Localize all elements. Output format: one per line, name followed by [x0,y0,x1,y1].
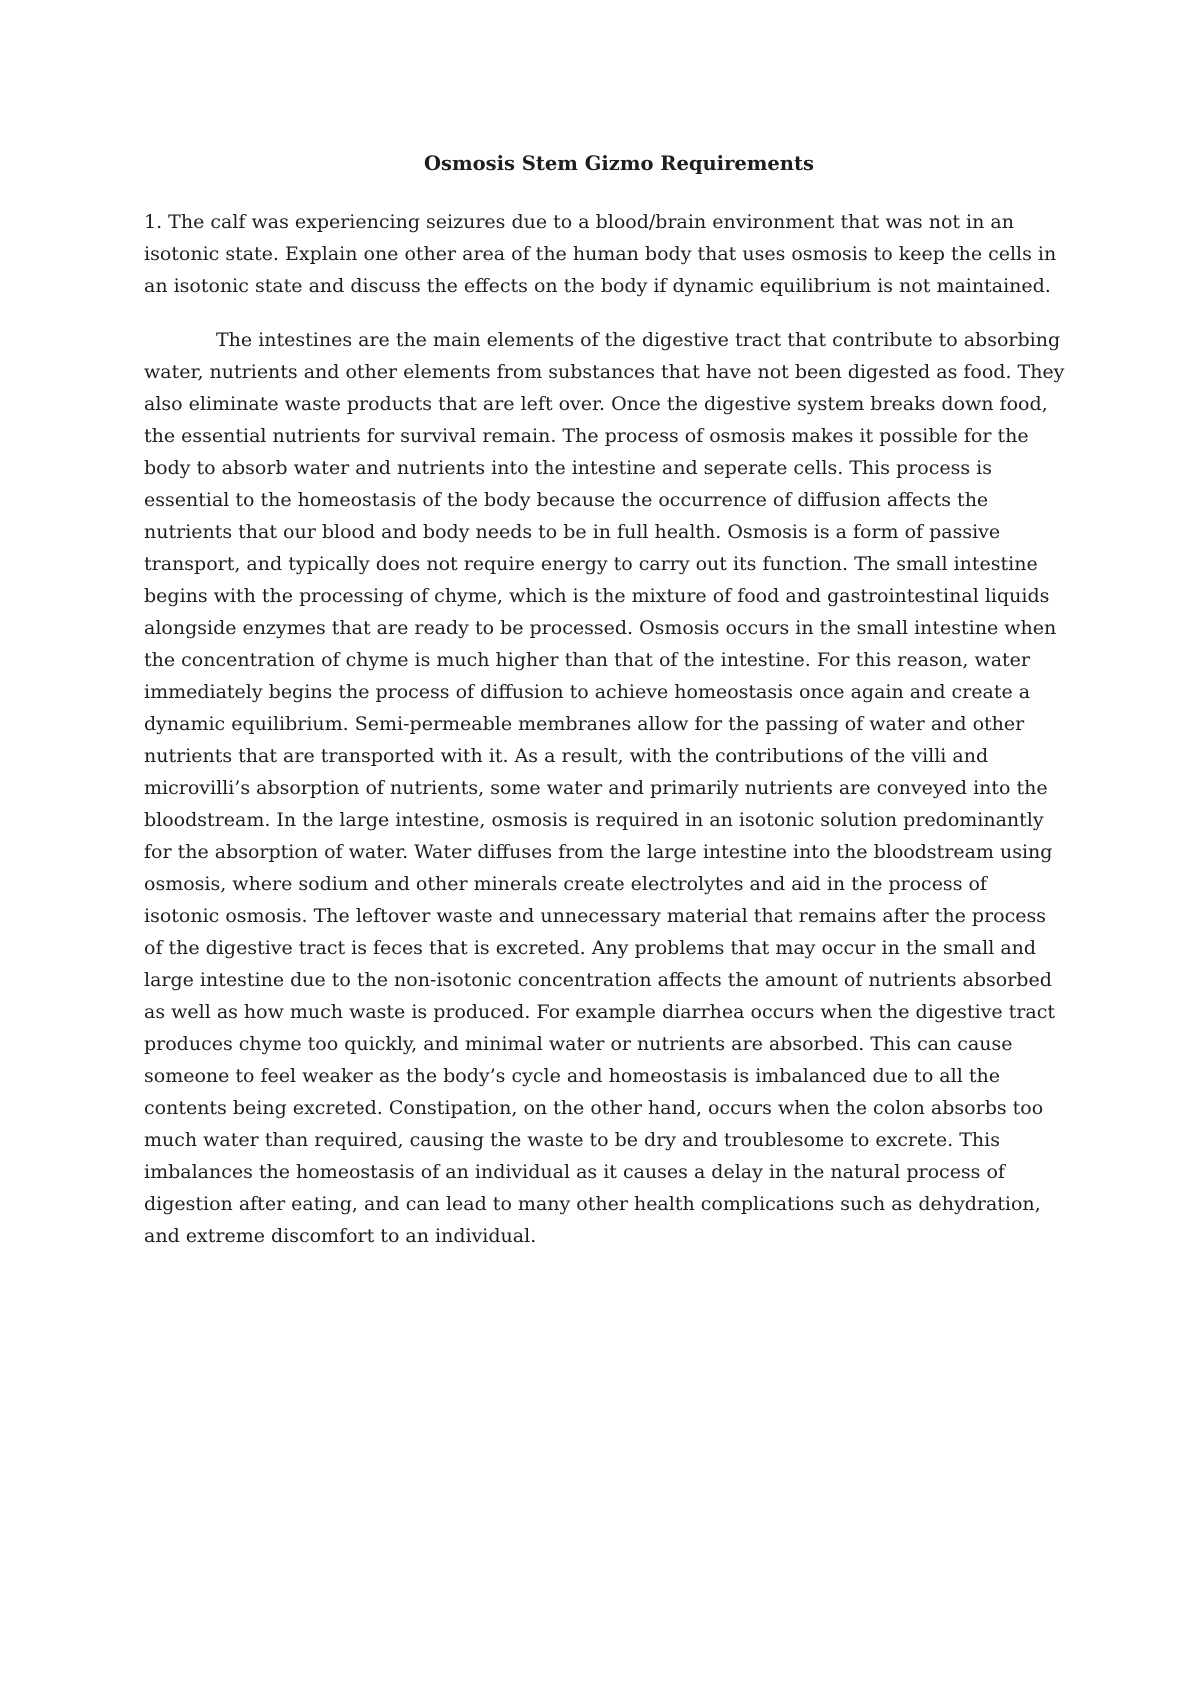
answer-line: body to absorb water and nutrients into the intestine and seperate cells. This process is [144,457,992,479]
answer-line: large intestine due to the non-isotonic concentration affects the amount of nutrients absorbed [144,969,1052,991]
document-title: Osmosis Stem Gizmo Requirements [424,152,814,175]
answer-line: begins with the processing of chyme, which is the mixture of food and gastrointestinal liquids [144,585,1050,607]
answer-line: the essential nutrients for survival remain. The process of osmosis makes it possible for the [144,425,1029,447]
answer-line: the concentration of chyme is much higher than that of the intestine. For this reason, water [144,649,1030,671]
question-line: an isotonic state and discuss the effects on the body if dynamic equilibrium is not maintained. [144,275,1051,297]
answer-line: digestion after eating, and can lead to many other health complications such as dehydration, [144,1193,1041,1215]
answer-line: as well as how much waste is produced. For example diarrhea occurs when the digestive tract [144,1001,1055,1023]
question-line: 1. The calf was experiencing seizures due to a blood/brain environment that was not in an [144,211,1014,233]
answer-line: water, nutrients and other elements from substances that have not been digested as food. They [144,361,1065,383]
answer-line: for the absorption of water. Water diffuses from the large intestine into the bloodstream using [144,841,1053,863]
answer-line: produces chyme too quickly, and minimal water or nutrients are absorbed. This can cause [144,1033,1013,1055]
answer-line: dynamic equilibrium. Semi-permeable membranes allow for the passing of water and other [144,713,1025,735]
answer-line: contents being excreted. Constipation, on the other hand, occurs when the colon absorbs too [144,1097,1044,1119]
answer-line: transport, and typically does not require energy to carry out its function. The small intestine [144,553,1038,575]
answer-paragraph [144,324,1064,1252]
answer-line: and extreme discomfort to an individual. [144,1225,537,1247]
answer-line: someone to feel weaker as the body’s cycle and homeostasis is imbalanced due to all the [144,1065,1000,1087]
answer-line: nutrients that our blood and body needs to be in full health. Osmosis is a form of passive [144,521,1001,543]
answer-line: also eliminate waste products that are left over. Once the digestive system breaks down food, [144,393,1048,415]
answer-line: nutrients that are transported with it. As a result, with the contributions of the villi and [144,745,989,767]
answer-line: imbalances the homeostasis of an individual as it causes a delay in the natural process of [144,1161,1005,1183]
answer-line: bloodstream. In the large intestine, osmosis is required in an isotonic solution predominantly [144,809,1044,831]
question-line: isotonic state. Explain one other area of the human body that uses osmosis to keep the cells in [144,243,1057,265]
answer-line: of the digestive tract is feces that is excreted. Any problems that may occur in the small and [144,937,1037,959]
answer-line: The intestines are the main elements of the digestive tract that contribute to absorbing [216,329,1061,351]
answer-line: immediately begins the process of diffusion to achieve homeostasis once again and create a [144,681,1031,703]
document-body [144,148,1064,1252]
answer-line: microvilli’s absorption of nutrients, some water and primarily nutrients are conveyed into the [144,777,1048,799]
answer-line: alongside enzymes that are ready to be processed. Osmosis occurs in the small intestine when [144,617,1057,639]
answer-line: much water than required, causing the waste to be dry and troublesome to excrete. This [144,1129,1000,1151]
question-paragraph [144,206,1064,302]
answer-line: osmosis, where sodium and other minerals create electrolytes and aid in the process of [144,873,987,895]
answer-line: essential to the homeostasis of the body because the occurrence of diffusion affects the [144,489,989,511]
answer-line: isotonic osmosis. The leftover waste and unnecessary material that remains after the process [144,905,1046,927]
